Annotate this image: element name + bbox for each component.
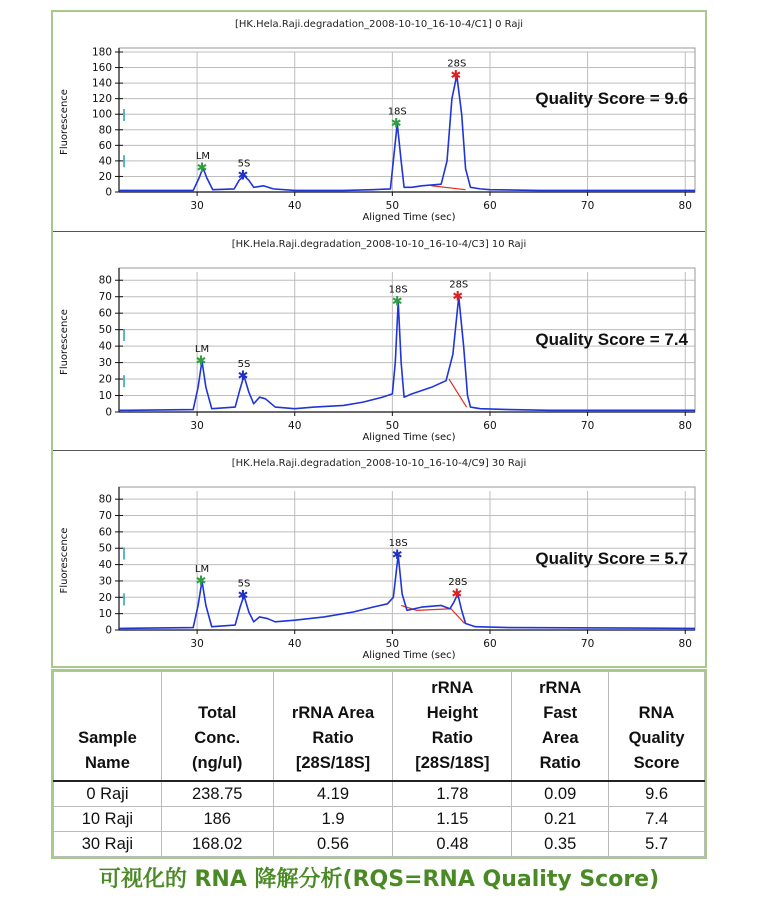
y-tick-label: 70 — [98, 291, 112, 304]
peak-label: LM — [194, 343, 210, 355]
x-tick-label: 50 — [385, 638, 400, 650]
table-cell: 0 Raji — [54, 781, 162, 807]
column-header-line: [28S/18S] — [415, 754, 490, 772]
column-header-line: Quality — [628, 729, 685, 747]
table-cell: 10 Raji — [54, 807, 162, 832]
y-tick-label: 80 — [98, 274, 112, 287]
x-tick-label: 50 — [385, 200, 400, 212]
chart-panel-10-raji — [53, 231, 705, 451]
quality-score-label: Quality Score = 7.4 — [535, 330, 688, 349]
peak-label: 18S — [388, 537, 408, 549]
y-tick-label: 140 — [91, 77, 112, 90]
y-tick-label: 0 — [105, 406, 112, 419]
x-tick-label: 50 — [385, 420, 400, 432]
column-header-line: Name — [84, 754, 130, 772]
table-body — [54, 781, 705, 857]
column-header-line: rRNA — [431, 679, 474, 697]
peak-marker: ✱ — [390, 116, 402, 132]
peak-marker: ✱ — [237, 588, 249, 604]
x-axis-label: Aligned Time (sec) — [362, 432, 456, 443]
column-header-line: Ratio — [539, 754, 581, 772]
table-row — [54, 807, 705, 832]
x-tick-label: 40 — [288, 638, 302, 650]
chart-panel-30-raji — [53, 450, 705, 670]
peak-marker: ✱ — [195, 573, 207, 589]
peak-baseline — [401, 605, 464, 623]
y-tick-label: 40 — [98, 340, 112, 353]
table-cell: 1.78 — [393, 781, 512, 807]
y-axis-label: Fluorescence — [59, 89, 70, 155]
table-cell: 5.7 — [609, 832, 705, 857]
peak-label: LM — [194, 563, 210, 575]
table-header-row — [54, 672, 705, 782]
x-tick-label: 30 — [190, 200, 204, 212]
y-tick-label: 40 — [98, 155, 112, 168]
peak-marker: ✱ — [195, 353, 207, 369]
peak-marker: ✱ — [450, 68, 462, 84]
column-header-4 — [512, 672, 609, 782]
y-tick-label: 20 — [98, 373, 112, 386]
x-tick-label: 80 — [678, 420, 692, 432]
table-cell: 30 Raji — [54, 832, 162, 857]
column-header-line — [276, 676, 391, 701]
results-table-container — [51, 669, 707, 859]
x-tick-label: 70 — [580, 638, 595, 650]
column-header-line: Fast — [543, 704, 578, 722]
y-tick-label: 60 — [98, 307, 112, 320]
column-header-line: Area — [541, 729, 579, 747]
x-tick-label: 40 — [288, 420, 302, 432]
x-tick-label: 30 — [190, 638, 204, 650]
x-tick-label: 70 — [580, 420, 595, 432]
y-axis-label: Fluorescence — [59, 527, 70, 594]
column-header-line: rRNA Area — [291, 704, 375, 722]
table-cell: 1.9 — [273, 807, 393, 832]
x-tick-label: 30 — [190, 420, 204, 432]
column-header-line: [28S/18S] — [295, 754, 371, 772]
table-cell: 0.35 — [512, 832, 609, 857]
table-cell: 4.19 — [273, 781, 393, 807]
peak-label: 28S — [448, 577, 468, 589]
column-header-line: (ng/ul) — [192, 754, 243, 772]
peak-marker: ✱ — [391, 294, 403, 310]
y-tick-label: 120 — [91, 93, 112, 106]
column-header-line — [164, 676, 271, 701]
y-tick-label: 100 — [91, 108, 112, 121]
column-header-line: Score — [633, 754, 680, 772]
chart-svg-0 — [53, 12, 705, 231]
peak-label: 5S — [237, 578, 251, 590]
peak-label: LM — [195, 150, 211, 162]
chart-svg-2 — [53, 451, 705, 668]
chart-panel-0-raji — [53, 12, 705, 231]
table-cell: 9.6 — [609, 781, 705, 807]
quality-score-label: Quality Score = 5.7 — [535, 549, 688, 568]
peak-label: 18S — [388, 284, 408, 296]
table-cell: 186 — [161, 807, 273, 832]
column-header-line: Total — [198, 704, 237, 722]
peak-label: 18S — [387, 106, 407, 118]
table-cell: 0.21 — [512, 807, 609, 832]
table-cell: 168.02 — [161, 832, 273, 857]
y-tick-label: 10 — [98, 608, 112, 621]
table-cell: 0.56 — [273, 832, 393, 857]
table-cell: 0.48 — [393, 832, 512, 857]
peak-marker: ✱ — [196, 160, 208, 176]
y-tick-label: 20 — [98, 591, 112, 604]
peak-baseline — [449, 379, 467, 407]
table-row — [54, 781, 705, 807]
column-header-line: Ratio — [431, 729, 473, 747]
x-tick-label: 40 — [288, 200, 302, 212]
figure-caption: 可视化的 RNA 降解分析(RQS=RNA Quality Score) — [98, 867, 660, 892]
x-axis-label: Aligned Time (sec) — [362, 212, 456, 223]
column-header-line — [611, 676, 702, 701]
y-tick-label: 0 — [105, 186, 112, 199]
column-header-line: Height — [426, 704, 479, 722]
y-tick-label: 50 — [98, 324, 112, 337]
column-header-5 — [609, 672, 705, 782]
column-header-3 — [393, 672, 512, 782]
x-tick-label: 80 — [678, 638, 692, 650]
column-header-2 — [273, 672, 393, 782]
quality-score-label: Quality Score = 9.6 — [535, 89, 688, 108]
peak-marker: ✱ — [391, 547, 403, 563]
column-header-line: Sample — [78, 729, 137, 747]
x-tick-label: 80 — [678, 200, 692, 212]
peak-label: 28S — [447, 58, 467, 70]
y-tick-label: 40 — [98, 559, 112, 572]
column-header-line — [56, 676, 159, 701]
column-header-line — [56, 701, 159, 726]
x-axis-label: Aligned Time (sec) — [362, 650, 456, 661]
column-header-0 — [54, 672, 162, 782]
peak-marker: ✱ — [237, 368, 249, 384]
peak-marker: ✱ — [452, 289, 464, 305]
x-tick-label: 70 — [580, 200, 595, 212]
y-axis-label: Fluorescence — [59, 309, 70, 375]
chart-title: [HK.Hela.Raji.degradation_2008-10-10_16-10-4/C3] 10 Raji — [231, 239, 527, 250]
column-header-line: Conc. — [194, 729, 241, 747]
peak-marker: ✱ — [237, 168, 249, 184]
x-tick-label: 60 — [483, 638, 497, 650]
peak-baseline — [431, 186, 465, 190]
peak-label: 5S — [237, 158, 251, 170]
table-row — [54, 832, 705, 857]
y-tick-label: 70 — [98, 510, 112, 523]
x-tick-label: 60 — [483, 200, 497, 212]
y-tick-label: 20 — [98, 170, 112, 183]
column-header-line: Ratio — [312, 729, 354, 747]
table-cell: 0.09 — [512, 781, 609, 807]
x-tick-label: 60 — [483, 420, 497, 432]
y-tick-label: 50 — [98, 542, 112, 555]
y-tick-label: 60 — [98, 526, 112, 539]
y-tick-label: 180 — [91, 46, 112, 59]
electropherogram-figure — [51, 10, 707, 668]
table-cell: 7.4 — [609, 807, 705, 832]
chart-title: [HK.Hela.Raji.degradation_2008-10-10_16-10-4/C9] 30 Raji — [231, 458, 527, 469]
chart-title: [HK.Hela.Raji.degradation_2008-10-10_16-10-4/C1] 0 Raji — [234, 19, 524, 30]
table-cell: 238.75 — [161, 781, 273, 807]
table-cell: 1.15 — [393, 807, 512, 832]
y-tick-label: 80 — [98, 493, 112, 506]
y-tick-label: 0 — [105, 624, 112, 637]
column-header-line: RNA — [638, 704, 675, 722]
peak-marker: ✱ — [451, 587, 463, 603]
y-tick-label: 80 — [98, 124, 112, 137]
column-header-1 — [161, 672, 273, 782]
y-tick-label: 30 — [98, 575, 112, 588]
column-header-line: rRNA — [539, 679, 582, 697]
peak-label: 28S — [449, 279, 469, 291]
chart-svg-1 — [53, 232, 705, 451]
y-tick-label: 60 — [98, 139, 112, 152]
peak-label: 5S — [237, 358, 251, 370]
y-tick-label: 160 — [91, 62, 112, 75]
results-table — [53, 671, 705, 857]
y-tick-label: 30 — [98, 357, 112, 370]
y-tick-label: 10 — [98, 390, 112, 403]
